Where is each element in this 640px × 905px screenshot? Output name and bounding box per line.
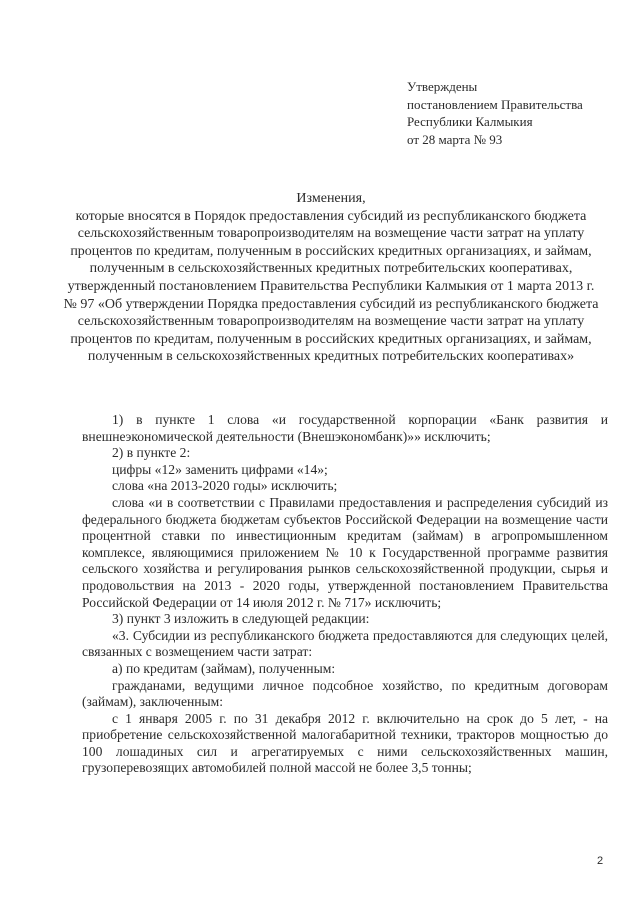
approval-block	[407, 78, 627, 148]
paragraph: а) по кредитам (займам), полученным:	[112, 660, 336, 676]
paragraph: цифры «12» заменить цифрами «14»;	[112, 461, 328, 477]
paragraph: слова «и в соответствии с Правилами предоставления и распределения субсидий из федерального бюджета бюджетам субъектов Российской Федерации на возмещение части процентной ставки по инвестиционным кредитам (займам) в агропромышленном комплексе, являющимися приложением № 10 к Государственной программе развития сельского хозяйства и регулирования рынков сельскохозяйственной продукции, сырья и продовольствия на 2013 - 2020 годы, утвержденной постановлением Правительства Российской Федерации от 14 июля 2012 г. № 717» исключить;	[82, 494, 608, 610]
approval-line: Республики Калмыкия	[407, 114, 533, 129]
approval-line: Утверждены	[407, 79, 478, 94]
paragraph: 3) пункт 3 изложить в следующей редакции:	[112, 611, 370, 627]
title-subtitle: которые вносятся в Порядок предоставления субсидий из республиканского бюджета сельскохозяйственным товаропроизводителям на возмещение части затрат на уплату процентов по кредитам, полученным в российских кредитных организациях, и займам, полученным в сельскохозяйственных кредитных потребительских кооперативах, утвержденный постановлением Правительства Республики Калмыкия от 1 марта 2013 г. № 97 «Об утверждении Порядка предоставления субсидий из республиканского бюджета сельскохозяйственным товаропроизводителям на возмещение части затрат на уплату процентов по кредитам, полученным в российских кредитных организациях, и займам, полученным в сельскохозяйственных кредитных потребительских кооперативах»	[63, 208, 599, 365]
approval-line: от 28 марта № 93	[407, 131, 503, 147]
page-number: 2	[597, 855, 604, 867]
document-body	[82, 412, 608, 777]
paragraph: гражданами, ведущими личное подсобное хозяйство, по кредитным договорам (займам), заключенным:	[82, 677, 608, 710]
document-title	[60, 190, 602, 366]
paragraph: с 1 января 2005 г. по 31 декабря 2012 г. включительно на срок до 5 лет, - на приобретение сельскохозяйственной малогабаритной техники, тракторов мощностью до 100 лошадиных сил и агрегатируемых с ними сельскохозяйственных машин, грузоперевозящих автомобилей полной массой не более 3,5 тонны;	[82, 710, 608, 776]
title-heading: Изменения,	[296, 191, 366, 206]
paragraph: 2) в пункте 2:	[112, 445, 191, 461]
paragraph: «3. Субсидии из республиканского бюджета предоставляются для следующих целей, связанных с возмещением части затрат:	[82, 627, 608, 660]
approval-line: постановлением Правительства	[407, 96, 583, 112]
paragraph: 1) в пункте 1 слова «и государственной корпорации «Банк развития и внешнеэкономической деятельности (Внешэкономбанк)»» исключить;	[82, 412, 608, 444]
paragraph: слова «на 2013-2020 годы» исключить;	[112, 478, 338, 494]
